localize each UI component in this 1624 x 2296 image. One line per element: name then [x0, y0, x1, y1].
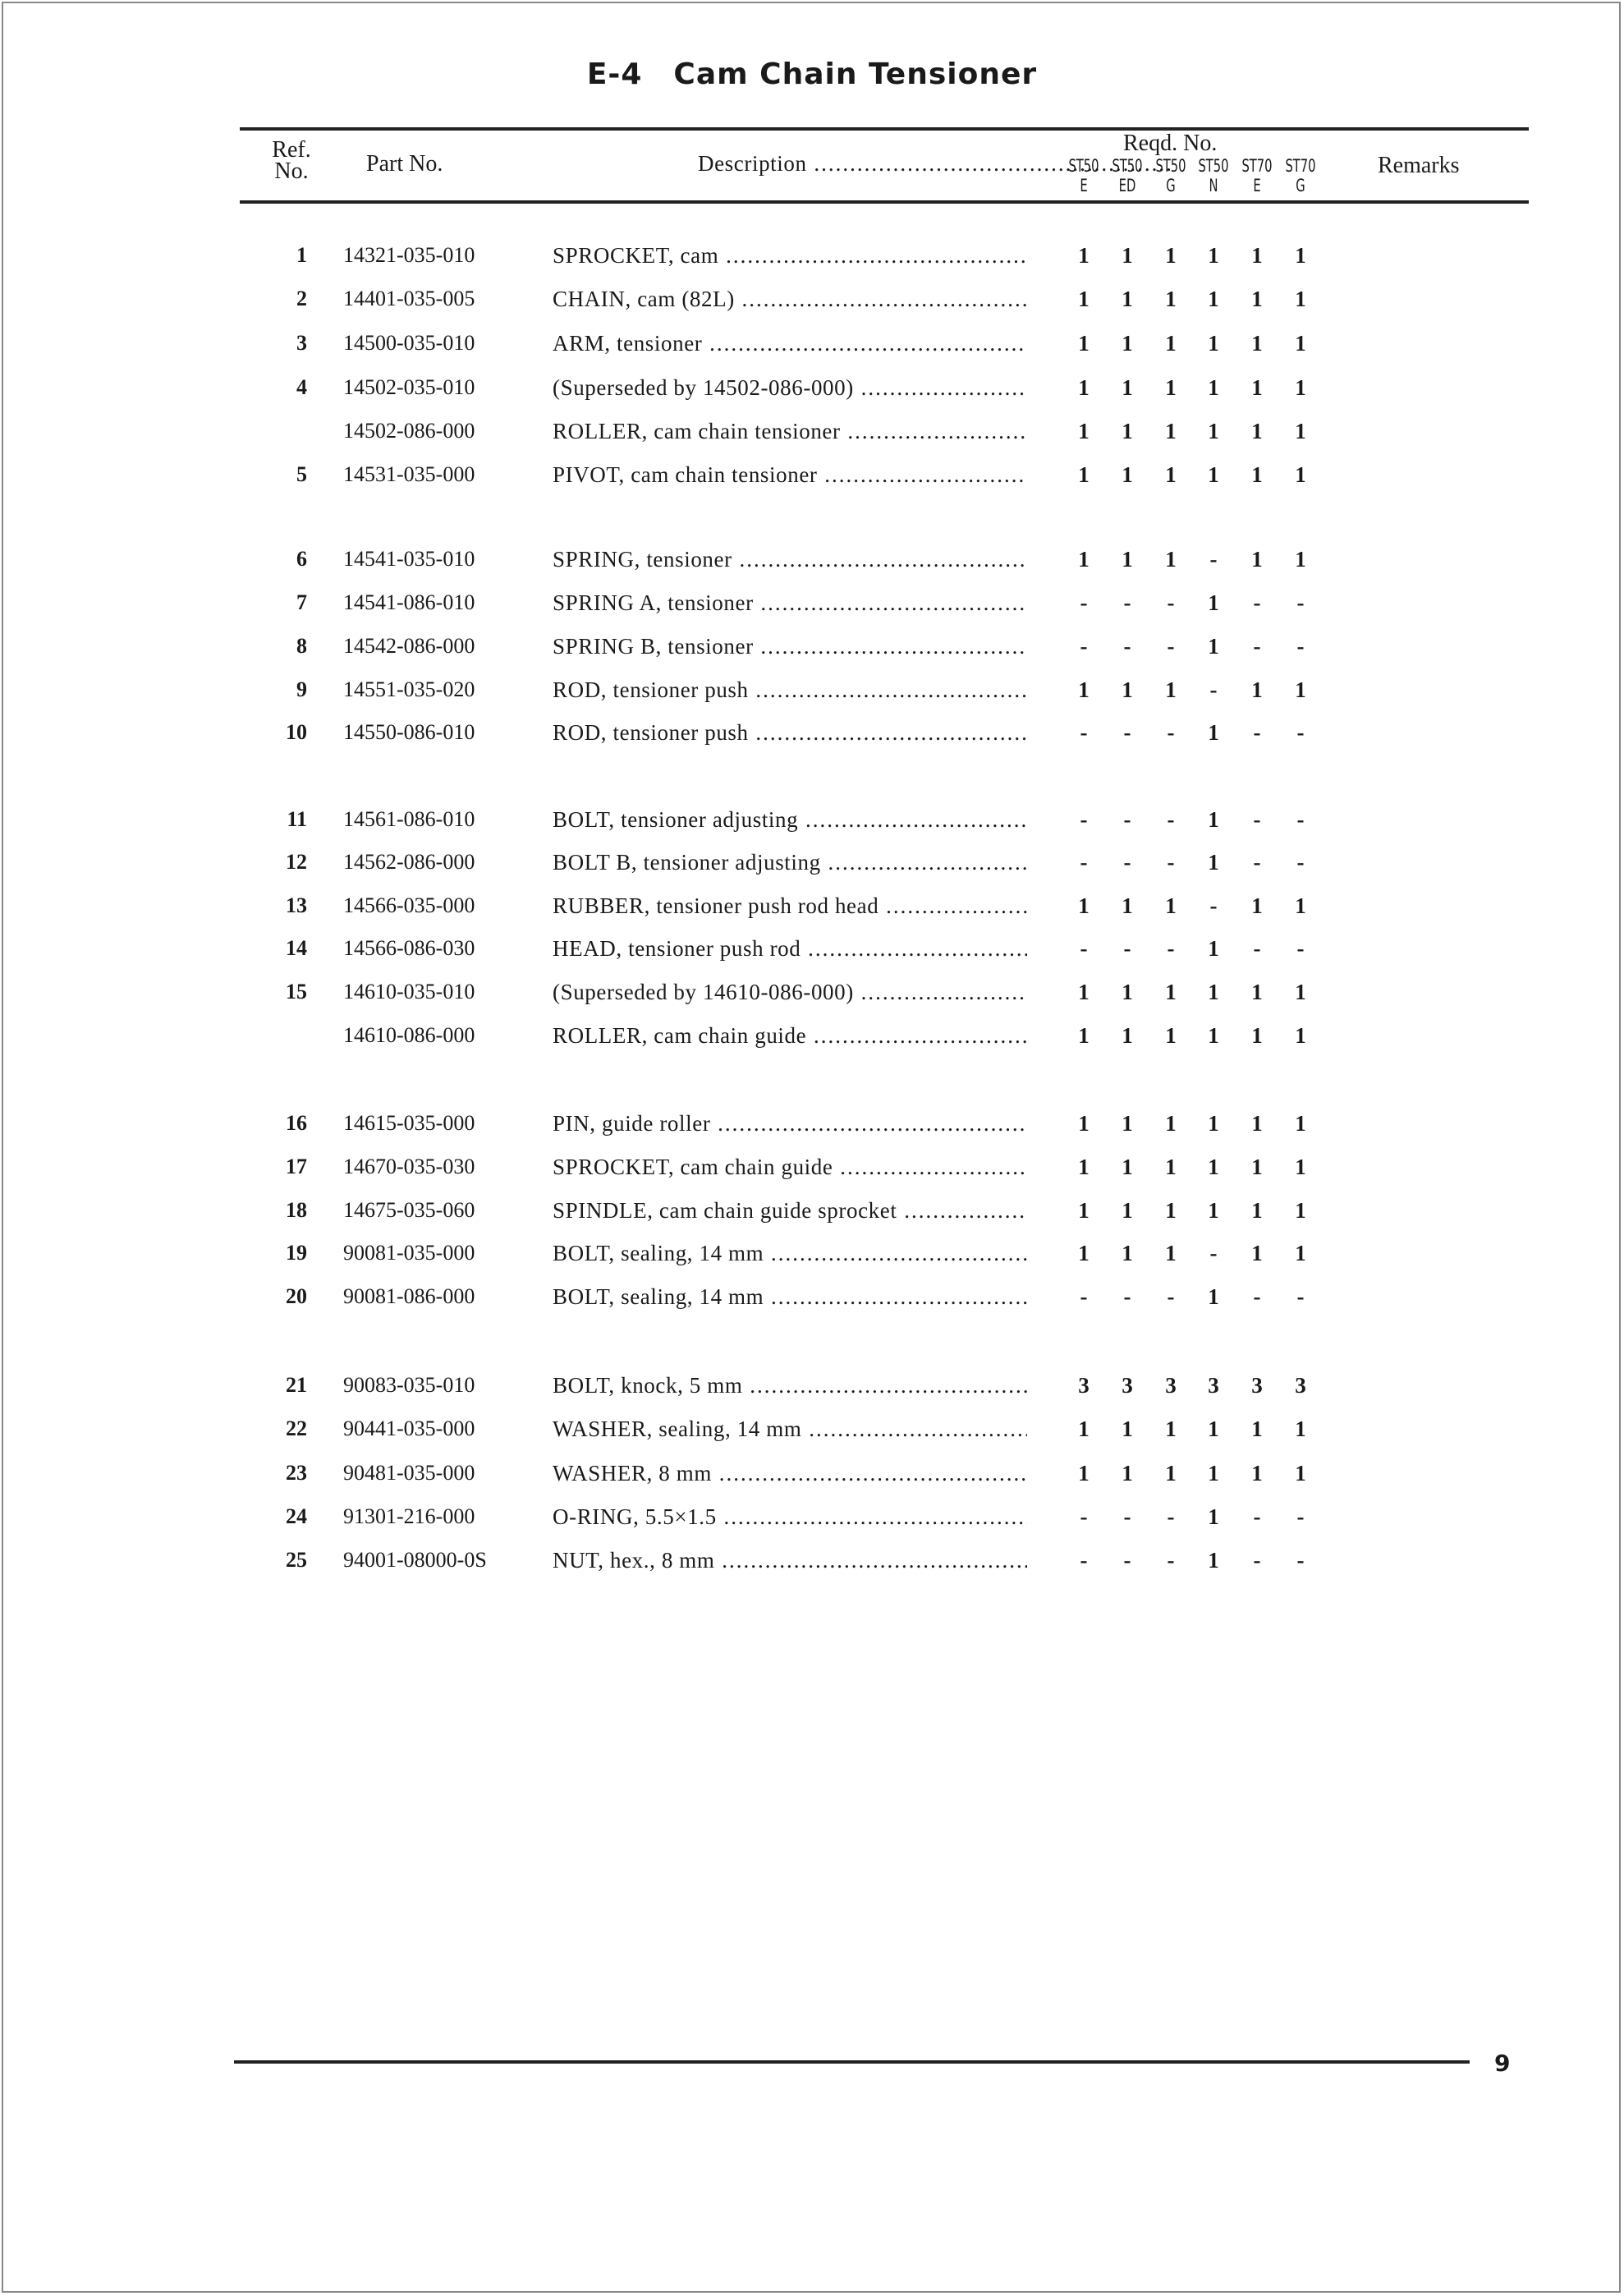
quantity-cell: 1	[1251, 462, 1263, 487]
part-number: 14531-035-000	[343, 462, 475, 486]
part-number: 14615-035-000	[343, 1111, 475, 1135]
quantity-cell: -	[1167, 1284, 1175, 1309]
quantity-cell: 1	[1208, 720, 1219, 745]
part-description: BOLT, tensioner adjusting .....	[553, 807, 1027, 833]
table-row	[0, 462, 1624, 495]
model-name: ST50	[1112, 156, 1143, 176]
quantity-cell: -	[1253, 634, 1261, 659]
quantity-cell: -	[1253, 1548, 1261, 1573]
quantity-cell: 1	[1078, 331, 1090, 356]
part-no-header: Part No.	[366, 151, 443, 177]
part-description: SPRING A, tensioner .....	[553, 590, 1027, 616]
quantity-cell: 1	[1208, 1023, 1219, 1048]
page-number: 9	[1494, 2050, 1511, 2077]
quantity-cell: -	[1296, 936, 1305, 961]
table-row	[0, 1198, 1624, 1231]
model-name: ST70	[1285, 156, 1316, 176]
ref-number: 19	[286, 1241, 307, 1265]
quantity-cell: 1	[1122, 1155, 1133, 1179]
header-top-rule	[240, 127, 1529, 131]
part-description: WASHER, 8 mm .....	[553, 1461, 1027, 1486]
quantity-cell: -	[1080, 590, 1088, 615]
quantity-cell: 1	[1078, 1461, 1090, 1486]
ref-number: 20	[286, 1284, 307, 1308]
quantity-cell: -	[1209, 893, 1218, 918]
quantity-cell: 3	[1208, 1373, 1219, 1398]
quantity-cell: 1	[1251, 419, 1263, 443]
quantity-cell: -	[1123, 1284, 1131, 1309]
quantity-cell: 1	[1165, 462, 1177, 487]
quantity-cell: 1	[1208, 1155, 1219, 1179]
quantity-cell: 1	[1078, 1198, 1090, 1223]
quantity-cell: -	[1253, 850, 1261, 875]
quantity-cell: 1	[1208, 419, 1219, 443]
quantity-cell: 3	[1165, 1373, 1177, 1398]
quantity-cell: 1	[1122, 462, 1133, 487]
quantity-cell: -	[1080, 936, 1088, 961]
model-name: ST70	[1241, 156, 1273, 176]
quantity-cell: -	[1253, 1284, 1261, 1309]
ref-number: 8	[296, 634, 307, 658]
ref-number: 5	[296, 462, 307, 486]
quantity-cell: -	[1167, 850, 1175, 875]
ref-number: 14	[286, 936, 307, 960]
footer-rule	[234, 2060, 1470, 2064]
quantity-cell: -	[1080, 807, 1088, 832]
table-row	[0, 1548, 1624, 1581]
quantity-cell: 1	[1122, 1023, 1133, 1048]
quantity-cell: 1	[1208, 287, 1219, 311]
quantity-cell: 1	[1122, 1417, 1133, 1441]
quantity-cell: 1	[1208, 1284, 1219, 1309]
quantity-cell: 1	[1165, 677, 1177, 702]
quantity-cell: 1	[1165, 375, 1177, 400]
table-row	[0, 590, 1624, 623]
model-header	[1111, 156, 1145, 195]
ref-number: 6	[296, 547, 307, 571]
quantity-cell: 1	[1251, 1111, 1263, 1136]
model-variant: G	[1296, 176, 1305, 195]
part-number: 14670-035-030	[343, 1155, 475, 1178]
quantity-cell: -	[1080, 634, 1088, 659]
quantity-cell: 1	[1165, 243, 1177, 268]
quantity-cell: 1	[1251, 547, 1263, 572]
quantity-cell: 1	[1165, 1461, 1177, 1486]
reqd-no-header: Reqd. No.	[1123, 131, 1218, 156]
model-variant: G	[1166, 176, 1176, 195]
part-description: ROD, tensioner push .....	[553, 720, 1027, 746]
quantity-cell: -	[1123, 720, 1131, 745]
quantity-cell: 1	[1208, 980, 1219, 1004]
quantity-cell: 1	[1251, 893, 1263, 918]
quantity-cell: 1	[1122, 1461, 1133, 1486]
quantity-cell: -	[1080, 850, 1088, 875]
quantity-cell: -	[1296, 1504, 1305, 1529]
quantity-cell: -	[1080, 1504, 1088, 1529]
model-header	[1241, 156, 1274, 195]
part-number: 14561-086-010	[343, 807, 475, 831]
part-number: 14500-035-010	[343, 331, 475, 355]
quantity-cell: -	[1209, 547, 1218, 572]
quantity-cell: 1	[1208, 243, 1219, 268]
ref-number: 13	[286, 893, 307, 917]
quantity-cell: 1	[1078, 980, 1090, 1004]
model-variant: ED	[1118, 176, 1136, 195]
quantity-cell: 1	[1078, 419, 1090, 443]
quantity-cell: 1	[1078, 1111, 1090, 1136]
quantity-cell: 1	[1165, 1155, 1177, 1179]
quantity-cell: 1	[1078, 1155, 1090, 1179]
quantity-cell: 1	[1295, 677, 1306, 702]
quantity-cell: 1	[1295, 980, 1306, 1004]
quantity-cell: 1	[1165, 547, 1177, 572]
part-number: 14502-035-010	[343, 375, 475, 399]
quantity-cell: 1	[1208, 1417, 1219, 1441]
ref-number: 2	[296, 287, 307, 310]
ref-number: 12	[286, 850, 307, 874]
part-description: WASHER, sealing, 14 mm .....	[553, 1417, 1027, 1442]
quantity-cell: 1	[1295, 1111, 1306, 1136]
part-number: 90083-035-010	[343, 1373, 475, 1397]
quantity-cell: -	[1167, 936, 1175, 961]
quantity-cell: 1	[1122, 243, 1133, 268]
quantity-cell: 1	[1078, 243, 1090, 268]
quantity-cell: -	[1296, 1284, 1305, 1309]
part-description: BOLT, knock, 5 mm .....	[553, 1373, 1027, 1398]
table-row	[0, 936, 1624, 969]
model-header	[1197, 156, 1231, 195]
part-description: O-RING, 5.5×1.5 .....	[553, 1504, 1027, 1530]
part-number: 90481-035-000	[343, 1461, 475, 1485]
part-number: 94001-08000-0S	[343, 1548, 487, 1572]
quantity-cell: 1	[1295, 287, 1306, 311]
model-header	[1284, 156, 1318, 195]
ref-no-header: Ref. No.	[272, 137, 311, 184]
part-description: NUT, hex., 8 mm .....	[553, 1548, 1027, 1573]
quantity-cell: 1	[1078, 375, 1090, 400]
table-row	[0, 720, 1624, 753]
quantity-cell: -	[1123, 936, 1131, 961]
quantity-cell: 3	[1078, 1373, 1090, 1398]
part-number: 14562-086-000	[343, 850, 475, 874]
ref-number: 25	[286, 1548, 307, 1572]
quantity-cell: 1	[1165, 287, 1177, 311]
part-description: BOLT, sealing, 14 mm .....	[553, 1241, 1027, 1266]
part-description: CHAIN, cam (82L) .....	[553, 287, 1027, 312]
quantity-cell: 1	[1295, 419, 1306, 443]
quantity-cell: -	[1123, 634, 1131, 659]
part-number: 14401-035-005	[343, 287, 475, 310]
quantity-cell: 1	[1251, 287, 1263, 311]
quantity-cell: -	[1253, 807, 1261, 832]
table-row	[0, 807, 1624, 840]
quantity-cell: 1	[1295, 462, 1306, 487]
quantity-cell: 1	[1078, 677, 1090, 702]
model-variant: E	[1080, 176, 1088, 195]
description-header: Description .....	[698, 151, 1172, 177]
quantity-cell: 1	[1165, 331, 1177, 356]
model-name: ST50	[1068, 156, 1099, 176]
ref-number: 22	[286, 1417, 307, 1440]
ref-number: 4	[296, 375, 307, 399]
quantity-cell: -	[1080, 1548, 1088, 1573]
model-variant: N	[1209, 176, 1218, 195]
table-row	[0, 331, 1624, 364]
quantity-cell: -	[1167, 634, 1175, 659]
quantity-cell: 1	[1122, 1241, 1133, 1265]
part-number: 14550-086-010	[343, 720, 475, 744]
quantity-cell: 1	[1122, 677, 1133, 702]
quantity-cell: 1	[1122, 419, 1133, 443]
quantity-cell: 1	[1295, 1417, 1306, 1441]
model-header	[1067, 156, 1101, 195]
quantity-cell: 1	[1165, 1023, 1177, 1048]
part-number: 14610-086-000	[343, 1023, 475, 1047]
part-number: 90081-035-000	[343, 1241, 475, 1265]
quantity-cell: 1	[1208, 1504, 1219, 1529]
part-number: 90081-086-000	[343, 1284, 475, 1308]
quantity-cell: -	[1080, 720, 1088, 745]
table-row	[0, 1111, 1624, 1144]
part-number: 14566-086-030	[343, 936, 475, 960]
table-row	[0, 243, 1624, 276]
part-number: 14566-035-000	[343, 893, 475, 917]
quantity-cell: 1	[1208, 590, 1219, 615]
quantity-cell: 1	[1208, 936, 1219, 961]
part-number: 14675-035-060	[343, 1198, 475, 1222]
table-row	[0, 547, 1624, 580]
ref-number: 15	[286, 980, 307, 1003]
quantity-cell: 1	[1165, 893, 1177, 918]
part-number: 14502-086-000	[343, 419, 475, 443]
quantity-cell: -	[1123, 1548, 1131, 1573]
part-description: PIN, guide roller .....	[553, 1111, 1027, 1137]
table-row	[0, 893, 1624, 926]
quantity-cell: 1	[1208, 331, 1219, 356]
quantity-cell: -	[1167, 807, 1175, 832]
remarks-header: Remarks	[1378, 153, 1460, 178]
quantity-cell: 1	[1122, 331, 1133, 356]
quantity-cell: 1	[1295, 1155, 1306, 1179]
quantity-cell: 1	[1295, 547, 1306, 572]
quantity-cell: 1	[1295, 1023, 1306, 1048]
table-row	[0, 1417, 1624, 1449]
quantity-cell: 1	[1295, 1461, 1306, 1486]
part-number: 14542-086-000	[343, 634, 475, 658]
header-bottom-rule	[240, 200, 1529, 204]
quantity-cell: 1	[1251, 677, 1263, 702]
quantity-cell: -	[1296, 590, 1305, 615]
table-row	[0, 1155, 1624, 1187]
part-description: SPINDLE, cam chain guide sprocket .....	[553, 1198, 1027, 1224]
quantity-cell: -	[1253, 720, 1261, 745]
quantity-cell: 1	[1208, 1111, 1219, 1136]
part-description: SPROCKET, cam .....	[553, 243, 1027, 269]
quantity-cell: 1	[1251, 1461, 1263, 1486]
quantity-cell: 1	[1251, 1155, 1263, 1179]
quantity-cell: 1	[1295, 1241, 1306, 1265]
quantity-cell: 1	[1208, 850, 1219, 875]
quantity-cell: -	[1296, 720, 1305, 745]
part-description: SPRING, tensioner .....	[553, 547, 1027, 572]
quantity-cell: 1	[1251, 1023, 1263, 1048]
ref-number: 7	[296, 590, 307, 614]
quantity-cell: 1	[1208, 1548, 1219, 1573]
quantity-cell: 1	[1208, 462, 1219, 487]
part-description: ARM, tensioner .....	[553, 331, 1027, 356]
quantity-cell: 1	[1251, 980, 1263, 1004]
model-variant: E	[1253, 176, 1261, 195]
ref-number: 10	[286, 720, 307, 744]
quantity-cell: 1	[1251, 331, 1263, 356]
part-description: ROLLER, cam chain tensioner .....	[553, 419, 1027, 444]
quantity-cell: 1	[1251, 243, 1263, 268]
part-description: SPROCKET, cam chain guide .....	[553, 1155, 1027, 1180]
quantity-cell: -	[1123, 1504, 1131, 1529]
part-description: BOLT, sealing, 14 mm .....	[553, 1284, 1027, 1310]
table-row	[0, 677, 1624, 710]
quantity-cell: -	[1209, 1241, 1218, 1265]
part-number: 14610-035-010	[343, 980, 475, 1003]
model-name: ST50	[1198, 156, 1229, 176]
table-row	[0, 419, 1624, 452]
quantity-cell: -	[1123, 850, 1131, 875]
quantity-cell: 3	[1295, 1373, 1306, 1398]
model-header	[1154, 156, 1188, 195]
part-number: 14551-035-020	[343, 677, 475, 701]
quantity-cell: -	[1253, 1504, 1261, 1529]
table-row	[0, 980, 1624, 1013]
ref-number: 18	[286, 1198, 307, 1222]
part-description: ROD, tensioner push .....	[553, 677, 1027, 703]
quantity-cell: 1	[1078, 1023, 1090, 1048]
quantity-cell: -	[1253, 590, 1261, 615]
table-row	[0, 1504, 1624, 1537]
ref-number: 24	[286, 1504, 307, 1528]
table-row	[0, 287, 1624, 319]
part-number: 14541-035-010	[343, 547, 475, 571]
quantity-cell: 1	[1295, 893, 1306, 918]
quantity-cell: 1	[1295, 331, 1306, 356]
quantity-cell: -	[1296, 1548, 1305, 1573]
quantity-cell: 1	[1295, 375, 1306, 400]
table-row	[0, 1373, 1624, 1406]
part-description: RUBBER, tensioner push rod head .....	[553, 893, 1027, 919]
quantity-cell: -	[1296, 634, 1305, 659]
quantity-cell: 1	[1165, 1198, 1177, 1223]
quantity-cell: 3	[1122, 1373, 1133, 1398]
quantity-cell: 1	[1078, 547, 1090, 572]
table-row	[0, 1241, 1624, 1274]
part-description: PIVOT, cam chain tensioner .....	[553, 462, 1027, 488]
quantity-cell: 1	[1251, 1198, 1263, 1223]
quantity-cell: -	[1080, 1284, 1088, 1309]
quantity-cell: 1	[1165, 1417, 1177, 1441]
quantity-cell: 1	[1165, 980, 1177, 1004]
quantity-cell: 1	[1208, 807, 1219, 832]
quantity-cell: 1	[1208, 1198, 1219, 1223]
ref-number: 21	[286, 1373, 307, 1397]
section-code: E-4	[586, 57, 643, 91]
quantity-cell: 1	[1295, 243, 1306, 268]
quantity-cell: 1	[1122, 547, 1133, 572]
quantity-cell: -	[1167, 590, 1175, 615]
quantity-cell: -	[1253, 936, 1261, 961]
quantity-cell: 1	[1251, 1241, 1263, 1265]
quantity-cell: -	[1123, 807, 1131, 832]
ref-number: 16	[286, 1111, 307, 1135]
quantity-cell: 1	[1122, 1198, 1133, 1223]
quantity-cell: 1	[1122, 375, 1133, 400]
part-description: (Superseded by 14610-086-000) .....	[553, 980, 1027, 1005]
part-description: HEAD, tensioner push rod .....	[553, 936, 1027, 962]
quantity-cell: 1	[1078, 1241, 1090, 1265]
part-number: 14321-035-010	[343, 243, 475, 267]
ref-number: 9	[296, 677, 307, 701]
quantity-cell: 1	[1165, 1241, 1177, 1265]
quantity-cell: 1	[1122, 287, 1133, 311]
quantity-cell: 1	[1165, 419, 1177, 443]
quantity-cell: 1	[1165, 1111, 1177, 1136]
quantity-cell: 1	[1208, 1461, 1219, 1486]
quantity-cell: -	[1296, 807, 1305, 832]
quantity-cell: -	[1296, 850, 1305, 875]
quantity-cell: 1	[1295, 1198, 1306, 1223]
table-row	[0, 634, 1624, 667]
ref-number: 23	[286, 1461, 307, 1485]
quantity-cell: 1	[1251, 375, 1263, 400]
part-description: BOLT B, tensioner adjusting .....	[553, 850, 1027, 875]
quantity-cell: 1	[1078, 287, 1090, 311]
table-row	[0, 375, 1624, 408]
quantity-cell: 1	[1208, 375, 1219, 400]
part-number: 14541-086-010	[343, 590, 475, 614]
part-description: (Superseded by 14502-086-000) .....	[553, 375, 1027, 401]
part-description: ROLLER, cam chain guide .....	[553, 1023, 1027, 1049]
quantity-cell: -	[1167, 1548, 1175, 1573]
ref-number: 3	[296, 331, 307, 355]
quantity-cell: 1	[1122, 893, 1133, 918]
ref-number: 17	[286, 1155, 307, 1178]
quantity-cell: 1	[1078, 462, 1090, 487]
quantity-cell: 1	[1208, 634, 1219, 659]
table-row	[0, 1284, 1624, 1317]
table-row	[0, 1461, 1624, 1494]
quantity-cell: 1	[1078, 893, 1090, 918]
quantity-cell: -	[1209, 677, 1218, 702]
quantity-cell: 1	[1078, 1417, 1090, 1441]
quantity-cell: 1	[1122, 980, 1133, 1004]
ref-number: 11	[287, 807, 307, 831]
quantity-cell: -	[1167, 1504, 1175, 1529]
part-description: SPRING B, tensioner .....	[553, 634, 1027, 659]
table-row	[0, 1023, 1624, 1056]
quantity-cell: 3	[1251, 1373, 1263, 1398]
quantity-cell: 1	[1251, 1417, 1263, 1441]
part-number: 91301-216-000	[343, 1504, 475, 1528]
quantity-cell: 1	[1122, 1111, 1133, 1136]
page-title	[0, 57, 1624, 91]
model-name: ST50	[1155, 156, 1186, 176]
ref-number: 1	[296, 243, 307, 267]
part-number: 90441-035-000	[343, 1417, 475, 1440]
quantity-cell: -	[1167, 720, 1175, 745]
section-title: Cam Chain Tensioner	[673, 57, 1038, 91]
table-row	[0, 850, 1624, 883]
quantity-cell: -	[1123, 590, 1131, 615]
